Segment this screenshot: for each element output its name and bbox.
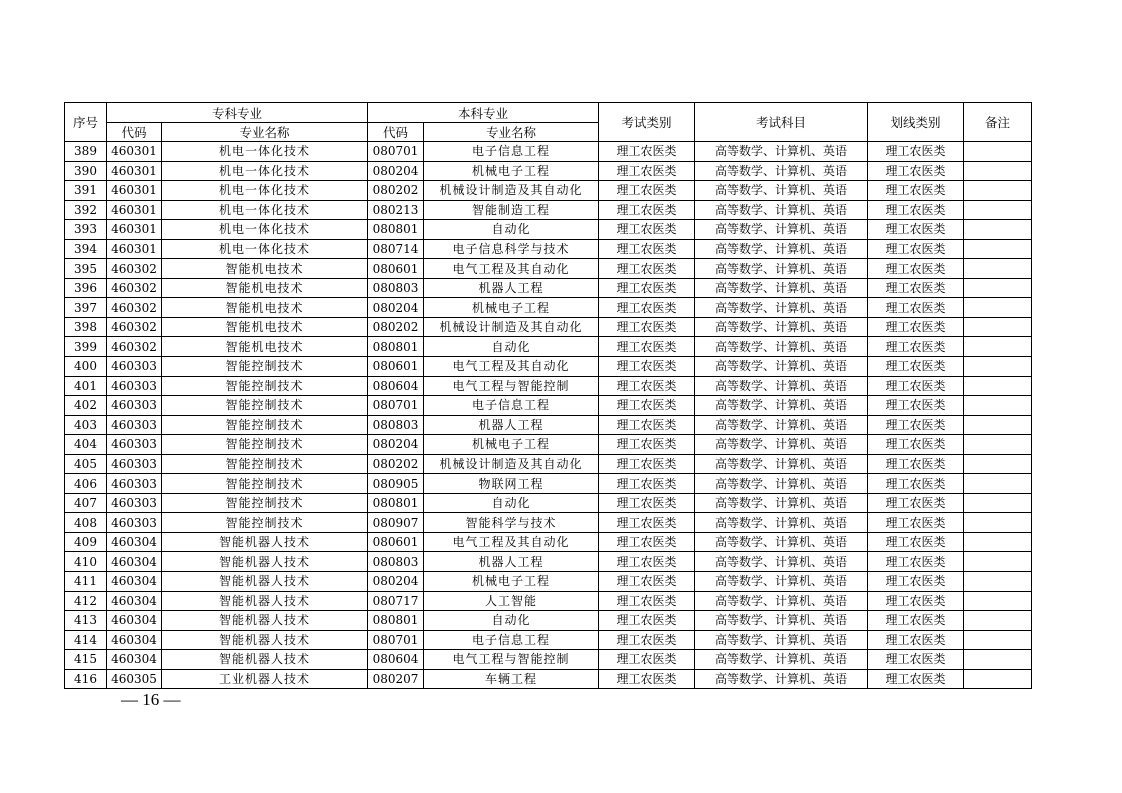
benke-name-cell: 电气工程及其自动化 [424, 357, 599, 377]
remarks-cell [964, 181, 1032, 201]
line-type-cell: 理工农医类 [868, 454, 964, 474]
remarks-cell [964, 337, 1032, 357]
table-row [65, 239, 1032, 259]
line-type-cell: 理工农医类 [868, 474, 964, 494]
seq-cell: 407 [65, 493, 107, 513]
zhuanke-code-cell: 460303 [107, 435, 162, 455]
benke-code-cell: 080601 [368, 357, 424, 377]
zhuanke-code-cell: 460301 [107, 161, 162, 181]
benke-name-cell: 机械设计制造及其自动化 [424, 181, 599, 201]
benke-name-cell: 机械电子工程 [424, 435, 599, 455]
benke-code-cell: 080801 [368, 493, 424, 513]
exam-type-cell: 理工农医类 [599, 259, 695, 279]
zhuanke-name-cell: 智能机器人技术 [162, 650, 368, 670]
line-type-cell: 理工农医类 [868, 220, 964, 240]
table-row [65, 435, 1032, 455]
benke-code-cell: 080907 [368, 513, 424, 533]
exam-type-cell: 理工农医类 [599, 474, 695, 494]
benke-name-cell: 自动化 [424, 611, 599, 631]
zhuanke-name-cell: 智能机电技术 [162, 278, 368, 298]
benke-code-cell: 080801 [368, 611, 424, 631]
exam-subjects-cell: 高等数学、计算机、英语 [695, 474, 868, 494]
remarks-cell [964, 474, 1032, 494]
seq-cell: 408 [65, 513, 107, 533]
zhuanke-name-cell: 智能机电技术 [162, 259, 368, 279]
exam-type-cell: 理工农医类 [599, 278, 695, 298]
zhuanke-name-cell: 智能机电技术 [162, 298, 368, 318]
remarks-cell [964, 200, 1032, 220]
exam-subjects-cell: 高等数学、计算机、英语 [695, 161, 868, 181]
exam-type-cell: 理工农医类 [599, 337, 695, 357]
line-type-cell: 理工农医类 [868, 396, 964, 416]
exam-type-cell: 理工农医类 [599, 552, 695, 572]
remarks-cell [964, 611, 1032, 631]
exam-subjects-cell: 高等数学、计算机、英语 [695, 532, 868, 552]
zhuanke-name-cell: 机电一体化技术 [162, 161, 368, 181]
zhuanke-code-cell: 460304 [107, 572, 162, 592]
table-row [65, 552, 1032, 572]
zhuanke-code-cell: 460301 [107, 200, 162, 220]
benke-name-cell: 电子信息科学与技术 [424, 239, 599, 259]
table-row [65, 669, 1032, 689]
remarks-cell [964, 650, 1032, 670]
header-zhuanke-name: 专业名称 [162, 123, 368, 142]
zhuanke-code-cell: 460303 [107, 513, 162, 533]
benke-name-cell: 物联网工程 [424, 474, 599, 494]
line-type-cell: 理工农医类 [868, 337, 964, 357]
line-type-cell: 理工农医类 [868, 650, 964, 670]
zhuanke-name-cell: 智能控制技术 [162, 396, 368, 416]
benke-code-cell: 080204 [368, 572, 424, 592]
exam-subjects-cell: 高等数学、计算机、英语 [695, 669, 868, 689]
zhuanke-code-cell: 460302 [107, 317, 162, 337]
line-type-cell: 理工农医类 [868, 181, 964, 201]
seq-cell: 414 [65, 630, 107, 650]
remarks-cell [964, 298, 1032, 318]
zhuanke-name-cell: 智能控制技术 [162, 415, 368, 435]
seq-cell: 411 [65, 572, 107, 592]
remarks-cell [964, 259, 1032, 279]
seq-cell: 401 [65, 376, 107, 396]
exam-type-cell: 理工农医类 [599, 513, 695, 533]
table-row [65, 532, 1032, 552]
exam-subjects-cell: 高等数学、计算机、英语 [695, 298, 868, 318]
benke-code-cell: 080701 [368, 630, 424, 650]
table-row [65, 650, 1032, 670]
exam-type-cell: 理工农医类 [599, 591, 695, 611]
zhuanke-name-cell: 智能机器人技术 [162, 552, 368, 572]
table-row [65, 142, 1032, 162]
remarks-cell [964, 513, 1032, 533]
exam-subjects-cell: 高等数学、计算机、英语 [695, 376, 868, 396]
remarks-cell [964, 493, 1032, 513]
table-row [65, 200, 1032, 220]
exam-subjects-cell: 高等数学、计算机、英语 [695, 239, 868, 259]
zhuanke-name-cell: 智能控制技术 [162, 357, 368, 377]
remarks-cell [964, 435, 1032, 455]
table-row [65, 278, 1032, 298]
seq-cell: 389 [65, 142, 107, 162]
zhuanke-name-cell: 工业机器人技术 [162, 669, 368, 689]
table-row [65, 572, 1032, 592]
zhuanke-code-cell: 460303 [107, 357, 162, 377]
line-type-cell: 理工农医类 [868, 259, 964, 279]
zhuanke-name-cell: 智能控制技术 [162, 474, 368, 494]
table-row [65, 337, 1032, 357]
zhuanke-code-cell: 460305 [107, 669, 162, 689]
zhuanke-code-cell: 460301 [107, 220, 162, 240]
benke-name-cell: 机械设计制造及其自动化 [424, 317, 599, 337]
benke-code-cell: 080801 [368, 220, 424, 240]
benke-name-cell: 电气工程及其自动化 [424, 532, 599, 552]
table-row [65, 357, 1032, 377]
table-row [65, 493, 1032, 513]
table-row [65, 220, 1032, 240]
header-benke-code: 代码 [368, 123, 424, 142]
line-type-cell: 理工农医类 [868, 376, 964, 396]
exam-subjects-cell: 高等数学、计算机、英语 [695, 337, 868, 357]
benke-code-cell: 080803 [368, 415, 424, 435]
table-row [65, 415, 1032, 435]
benke-code-cell: 080717 [368, 591, 424, 611]
exam-type-cell: 理工农医类 [599, 317, 695, 337]
table-row [65, 513, 1032, 533]
remarks-cell [964, 357, 1032, 377]
zhuanke-code-cell: 460303 [107, 493, 162, 513]
zhuanke-code-cell: 460303 [107, 454, 162, 474]
benke-name-cell: 人工智能 [424, 591, 599, 611]
seq-cell: 410 [65, 552, 107, 572]
zhuanke-code-cell: 460301 [107, 239, 162, 259]
benke-code-cell: 080604 [368, 650, 424, 670]
benke-name-cell: 机器人工程 [424, 415, 599, 435]
benke-code-cell: 080213 [368, 200, 424, 220]
header-line-type: 划线类别 [868, 103, 964, 142]
benke-name-cell: 机械设计制造及其自动化 [424, 454, 599, 474]
remarks-cell [964, 415, 1032, 435]
zhuanke-code-cell: 460304 [107, 532, 162, 552]
remarks-cell [964, 220, 1032, 240]
benke-code-cell: 080701 [368, 396, 424, 416]
seq-cell: 397 [65, 298, 107, 318]
table-row [65, 591, 1032, 611]
line-type-cell: 理工农医类 [868, 572, 964, 592]
benke-name-cell: 自动化 [424, 337, 599, 357]
seq-cell: 405 [65, 454, 107, 474]
benke-code-cell: 080714 [368, 239, 424, 259]
benke-name-cell: 自动化 [424, 493, 599, 513]
exam-type-cell: 理工农医类 [599, 435, 695, 455]
remarks-cell [964, 591, 1032, 611]
page-number: — 16 — [121, 690, 181, 709]
exam-type-cell: 理工农医类 [599, 357, 695, 377]
table-row [65, 454, 1032, 474]
header-benke-name: 专业名称 [424, 123, 599, 142]
table-row [65, 376, 1032, 396]
line-type-cell: 理工农医类 [868, 669, 964, 689]
seq-cell: 402 [65, 396, 107, 416]
table-row [65, 181, 1032, 201]
exam-type-cell: 理工农医类 [599, 415, 695, 435]
zhuanke-code-cell: 460303 [107, 376, 162, 396]
exam-subjects-cell: 高等数学、计算机、英语 [695, 200, 868, 220]
seq-cell: 390 [65, 161, 107, 181]
table-row [65, 298, 1032, 318]
benke-code-cell: 080803 [368, 552, 424, 572]
line-type-cell: 理工农医类 [868, 278, 964, 298]
header-seq: 序号 [65, 103, 107, 142]
benke-code-cell: 080601 [368, 532, 424, 552]
table-row [65, 396, 1032, 416]
zhuanke-name-cell: 智能机器人技术 [162, 611, 368, 631]
line-type-cell: 理工农医类 [868, 611, 964, 631]
remarks-cell [964, 161, 1032, 181]
zhuanke-code-cell: 460303 [107, 474, 162, 494]
remarks-cell [964, 454, 1032, 474]
exam-type-cell: 理工农医类 [599, 220, 695, 240]
zhuanke-code-cell: 460304 [107, 591, 162, 611]
line-type-cell: 理工农医类 [868, 298, 964, 318]
zhuanke-name-cell: 机电一体化技术 [162, 220, 368, 240]
seq-cell: 395 [65, 259, 107, 279]
exam-type-cell: 理工农医类 [599, 142, 695, 162]
seq-cell: 396 [65, 278, 107, 298]
zhuanke-code-cell: 460302 [107, 278, 162, 298]
seq-cell: 412 [65, 591, 107, 611]
benke-name-cell: 电气工程与智能控制 [424, 376, 599, 396]
zhuanke-code-cell: 460302 [107, 298, 162, 318]
zhuanke-code-cell: 460303 [107, 396, 162, 416]
zhuanke-name-cell: 机电一体化技术 [162, 181, 368, 201]
remarks-cell [964, 239, 1032, 259]
seq-cell: 406 [65, 474, 107, 494]
line-type-cell: 理工农医类 [868, 142, 964, 162]
zhuanke-name-cell: 智能控制技术 [162, 376, 368, 396]
seq-cell: 403 [65, 415, 107, 435]
header-exam-type: 考试类别 [599, 103, 695, 142]
table-row [65, 317, 1032, 337]
exam-subjects-cell: 高等数学、计算机、英语 [695, 220, 868, 240]
benke-name-cell: 机器人工程 [424, 552, 599, 572]
seq-cell: 394 [65, 239, 107, 259]
table-body [65, 142, 1032, 689]
exam-subjects-cell: 高等数学、计算机、英语 [695, 552, 868, 572]
zhuanke-code-cell: 460304 [107, 611, 162, 631]
benke-code-cell: 080801 [368, 337, 424, 357]
benke-name-cell: 智能科学与技术 [424, 513, 599, 533]
exam-type-cell: 理工农医类 [599, 298, 695, 318]
benke-code-cell: 080803 [368, 278, 424, 298]
remarks-cell [964, 630, 1032, 650]
zhuanke-code-cell: 460304 [107, 630, 162, 650]
benke-code-cell: 080905 [368, 474, 424, 494]
zhuanke-name-cell: 智能机器人技术 [162, 630, 368, 650]
zhuanke-name-cell: 智能控制技术 [162, 435, 368, 455]
line-type-cell: 理工农医类 [868, 591, 964, 611]
benke-name-cell: 车辆工程 [424, 669, 599, 689]
remarks-cell [964, 376, 1032, 396]
table-row [65, 611, 1032, 631]
exam-subjects-cell: 高等数学、计算机、英语 [695, 415, 868, 435]
exam-subjects-cell: 高等数学、计算机、英语 [695, 317, 868, 337]
seq-cell: 409 [65, 532, 107, 552]
remarks-cell [964, 317, 1032, 337]
remarks-cell [964, 278, 1032, 298]
zhuanke-code-cell: 460302 [107, 337, 162, 357]
benke-name-cell: 智能制造工程 [424, 200, 599, 220]
remarks-cell [964, 572, 1032, 592]
zhuanke-name-cell: 机电一体化技术 [162, 239, 368, 259]
benke-code-cell: 080204 [368, 161, 424, 181]
seq-cell: 398 [65, 317, 107, 337]
exam-type-cell: 理工农医类 [599, 493, 695, 513]
exam-type-cell: 理工农医类 [599, 669, 695, 689]
remarks-cell [964, 142, 1032, 162]
header-zhuanke-code: 代码 [107, 123, 162, 142]
zhuanke-code-cell: 460301 [107, 181, 162, 201]
exam-subjects-cell: 高等数学、计算机、英语 [695, 454, 868, 474]
exam-subjects-cell: 高等数学、计算机、英语 [695, 572, 868, 592]
exam-subjects-cell: 高等数学、计算机、英语 [695, 357, 868, 377]
exam-subjects-cell: 高等数学、计算机、英语 [695, 259, 868, 279]
majors-table [64, 102, 1032, 689]
benke-code-cell: 080601 [368, 259, 424, 279]
table-row [65, 474, 1032, 494]
line-type-cell: 理工农医类 [868, 513, 964, 533]
zhuanke-code-cell: 460303 [107, 415, 162, 435]
zhuanke-name-cell: 智能控制技术 [162, 493, 368, 513]
exam-subjects-cell: 高等数学、计算机、英语 [695, 513, 868, 533]
exam-type-cell: 理工农医类 [599, 200, 695, 220]
exam-subjects-cell: 高等数学、计算机、英语 [695, 650, 868, 670]
seq-cell: 393 [65, 220, 107, 240]
exam-subjects-cell: 高等数学、计算机、英语 [695, 630, 868, 650]
header-benke: 本科专业 [368, 103, 599, 123]
exam-subjects-cell: 高等数学、计算机、英语 [695, 435, 868, 455]
exam-type-cell: 理工农医类 [599, 396, 695, 416]
line-type-cell: 理工农医类 [868, 493, 964, 513]
zhuanke-name-cell: 智能控制技术 [162, 513, 368, 533]
line-type-cell: 理工农医类 [868, 200, 964, 220]
zhuanke-name-cell: 智能机器人技术 [162, 591, 368, 611]
benke-code-cell: 080604 [368, 376, 424, 396]
exam-subjects-cell: 高等数学、计算机、英语 [695, 278, 868, 298]
benke-name-cell: 电子信息工程 [424, 142, 599, 162]
zhuanke-name-cell: 机电一体化技术 [162, 200, 368, 220]
seq-cell: 391 [65, 181, 107, 201]
exam-type-cell: 理工农医类 [599, 181, 695, 201]
line-type-cell: 理工农医类 [868, 415, 964, 435]
header-zhuanke: 专科专业 [107, 103, 368, 123]
zhuanke-code-cell: 460301 [107, 142, 162, 162]
line-type-cell: 理工农医类 [868, 357, 964, 377]
zhuanke-name-cell: 智能机电技术 [162, 337, 368, 357]
exam-type-cell: 理工农医类 [599, 454, 695, 474]
zhuanke-name-cell: 智能机器人技术 [162, 572, 368, 592]
exam-type-cell: 理工农医类 [599, 161, 695, 181]
line-type-cell: 理工农医类 [868, 552, 964, 572]
seq-cell: 415 [65, 650, 107, 670]
exam-subjects-cell: 高等数学、计算机、英语 [695, 611, 868, 631]
exam-subjects-cell: 高等数学、计算机、英语 [695, 181, 868, 201]
line-type-cell: 理工农医类 [868, 532, 964, 552]
exam-type-cell: 理工农医类 [599, 630, 695, 650]
line-type-cell: 理工农医类 [868, 630, 964, 650]
exam-type-cell: 理工农医类 [599, 239, 695, 259]
zhuanke-code-cell: 460304 [107, 552, 162, 572]
benke-code-cell: 080204 [368, 298, 424, 318]
exam-type-cell: 理工农医类 [599, 532, 695, 552]
table-row [65, 630, 1032, 650]
benke-code-cell: 080204 [368, 435, 424, 455]
table-row [65, 259, 1032, 279]
zhuanke-name-cell: 智能机器人技术 [162, 532, 368, 552]
benke-name-cell: 电气工程及其自动化 [424, 259, 599, 279]
remarks-cell [964, 396, 1032, 416]
benke-name-cell: 自动化 [424, 220, 599, 240]
exam-subjects-cell: 高等数学、计算机、英语 [695, 591, 868, 611]
zhuanke-name-cell: 智能控制技术 [162, 454, 368, 474]
line-type-cell: 理工农医类 [868, 239, 964, 259]
benke-name-cell: 电子信息工程 [424, 396, 599, 416]
zhuanke-code-cell: 460304 [107, 650, 162, 670]
exam-subjects-cell: 高等数学、计算机、英语 [695, 396, 868, 416]
table-row [65, 161, 1032, 181]
line-type-cell: 理工农医类 [868, 317, 964, 337]
seq-cell: 399 [65, 337, 107, 357]
benke-name-cell: 机械电子工程 [424, 572, 599, 592]
exam-subjects-cell: 高等数学、计算机、英语 [695, 493, 868, 513]
line-type-cell: 理工农医类 [868, 435, 964, 455]
benke-code-cell: 080202 [368, 181, 424, 201]
seq-cell: 400 [65, 357, 107, 377]
exam-subjects-cell: 高等数学、计算机、英语 [695, 142, 868, 162]
seq-cell: 404 [65, 435, 107, 455]
benke-code-cell: 080202 [368, 454, 424, 474]
line-type-cell: 理工农医类 [868, 161, 964, 181]
benke-code-cell: 080207 [368, 669, 424, 689]
exam-type-cell: 理工农医类 [599, 650, 695, 670]
remarks-cell [964, 552, 1032, 572]
header-remarks: 备注 [964, 103, 1032, 142]
zhuanke-name-cell: 智能机电技术 [162, 317, 368, 337]
exam-type-cell: 理工农医类 [599, 611, 695, 631]
benke-code-cell: 080701 [368, 142, 424, 162]
seq-cell: 413 [65, 611, 107, 631]
zhuanke-code-cell: 460302 [107, 259, 162, 279]
benke-code-cell: 080202 [368, 317, 424, 337]
remarks-cell [964, 669, 1032, 689]
seq-cell: 416 [65, 669, 107, 689]
benke-name-cell: 机械电子工程 [424, 298, 599, 318]
benke-name-cell: 机器人工程 [424, 278, 599, 298]
remarks-cell [964, 532, 1032, 552]
seq-cell: 392 [65, 200, 107, 220]
exam-type-cell: 理工农医类 [599, 572, 695, 592]
benke-name-cell: 机械电子工程 [424, 161, 599, 181]
benke-name-cell: 电气工程与智能控制 [424, 650, 599, 670]
exam-type-cell: 理工农医类 [599, 376, 695, 396]
benke-name-cell: 电子信息工程 [424, 630, 599, 650]
header-exam-subjects: 考试科目 [695, 103, 868, 142]
zhuanke-name-cell: 机电一体化技术 [162, 142, 368, 162]
